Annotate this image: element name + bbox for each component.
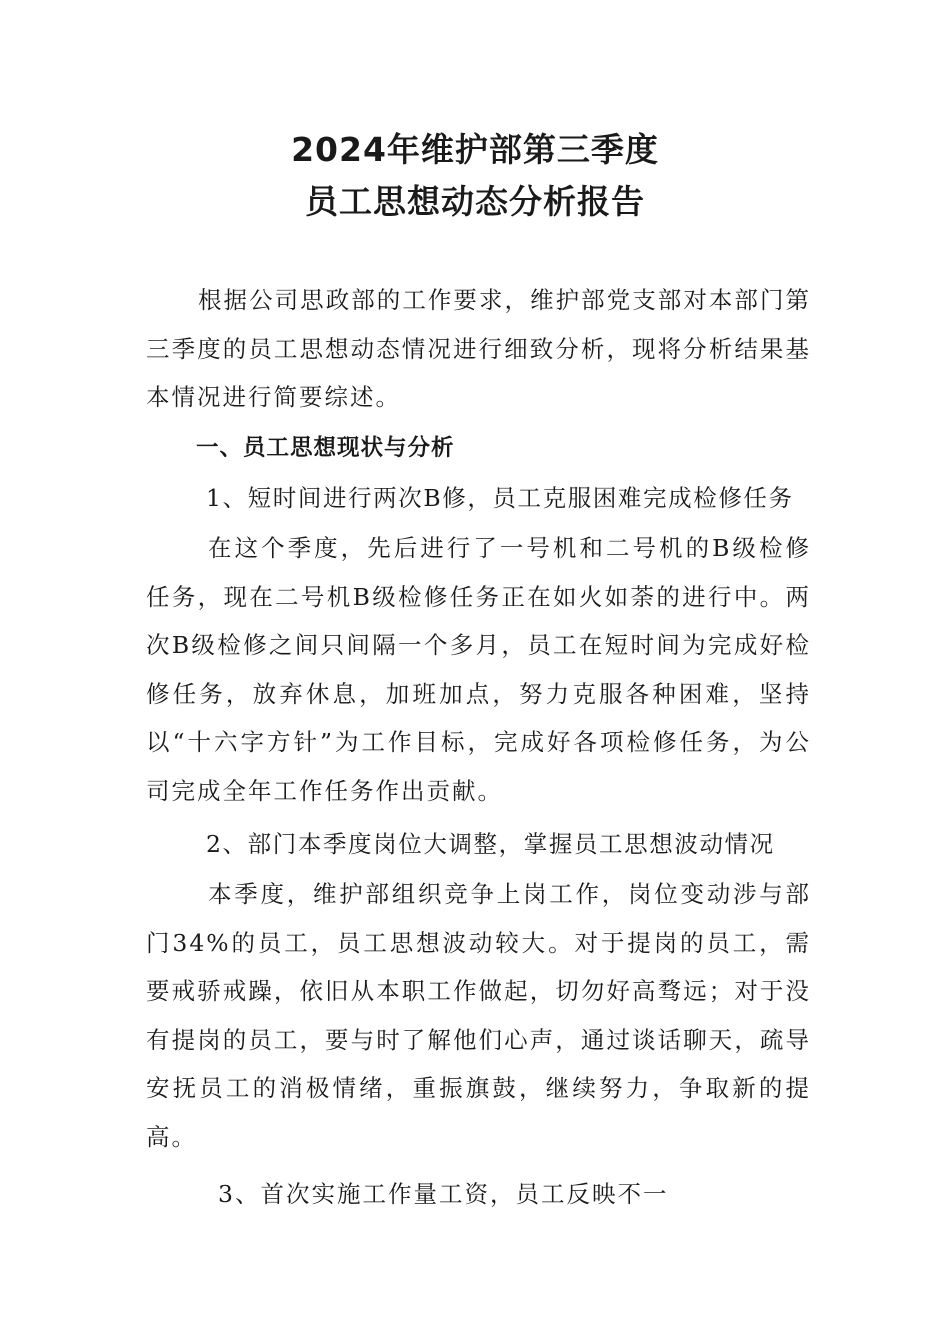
- intro-paragraph: 根据公司思政部的工作要求，维护部党支部对本部门第三季度的员工思想动态情况进行细致分析，现将分析结果基本情况进行简要综述。: [146, 286, 811, 411]
- document-title-line2: 员工思想动态分析报告: [305, 182, 645, 221]
- item-3-title: 3、首次实施工作量工资，员工反映不一: [218, 1180, 669, 1208]
- item-1-title: 1、短时间进行两次B修，员工克服困难完成检修任务: [206, 484, 794, 512]
- item-2-title: 2、部门本季度岗位大调整，掌握员工思想波动情况: [206, 830, 775, 858]
- item-1-body: 在这个季度，先后进行了一号机和二号机的B级检修任务，现在二号机B级检修任务正在如火如荼的进行中。两次B级检修之间只间隔一个多月，员工在短时间为完成好检修任务，放弃休息，加班加点，努力克服各种困难，坚持以“十六字方针”为工作目标，完成好各项检修任务，为公司完成全年工作任务作出贡献。: [146, 534, 811, 805]
- item-2-body: 本季度，维护部组织竞争上岗工作，岗位变动涉与部门34%的员工，员工思想波动较大。对于提岗的员工，需要戒骄戒躁，依旧从本职工作做起，切勿好高骛远；对于没有提岗的员工，要与时了解他们心声，通过谈话聊天，疏导安抚员工的消极情绪，重振旗鼓，继续努力，争取新的提高。: [146, 880, 811, 1151]
- section-heading-1: 一、员工思想现状与分析: [196, 435, 455, 461]
- document-title-line1: 2024年维护部第三季度: [291, 130, 659, 169]
